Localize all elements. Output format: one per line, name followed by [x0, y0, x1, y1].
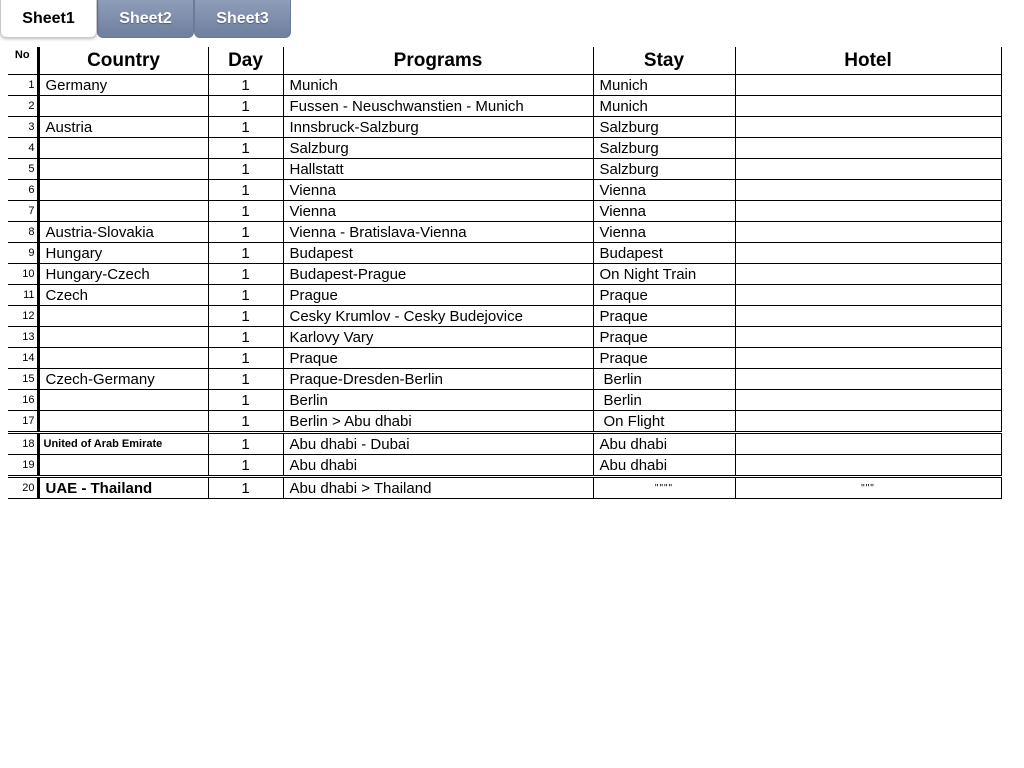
table-row [8, 264, 1001, 285]
table-row [8, 390, 1001, 411]
hotel-cell[interactable] [735, 117, 1001, 138]
hotel-cell[interactable] [735, 159, 1001, 180]
country-cell[interactable]: Czech [38, 285, 208, 306]
stay-cell[interactable]: Abu dhabi [593, 433, 735, 455]
country-cell[interactable] [38, 348, 208, 369]
day-cell[interactable]: 1 [208, 433, 283, 455]
day-cell[interactable]: 1 [208, 96, 283, 117]
day-cell[interactable]: 1 [208, 327, 283, 348]
country-cell[interactable] [38, 159, 208, 180]
row-number-cell[interactable]: 16 [8, 390, 38, 411]
hotel-cell[interactable] [735, 96, 1001, 117]
row-number-cell[interactable]: 20 [8, 477, 38, 499]
column-header-hotel[interactable]: Hotel [735, 47, 1001, 75]
row-number-cell[interactable]: 15 [8, 369, 38, 390]
hotel-cell[interactable] [735, 411, 1001, 433]
table-header-row [8, 47, 1001, 75]
table-row [8, 222, 1001, 243]
table-row [8, 96, 1001, 117]
stay-cell[interactable]: Munich [593, 96, 735, 117]
program-cell[interactable]: Hallstatt [283, 159, 593, 180]
country-cell[interactable] [38, 138, 208, 159]
program-cell[interactable]: Vienna - Bratislava-Vienna [283, 222, 593, 243]
hotel-cell[interactable] [735, 455, 1001, 477]
row-number-cell[interactable]: 3 [8, 117, 38, 138]
hotel-cell[interactable] [735, 243, 1001, 264]
country-cell[interactable] [38, 96, 208, 117]
program-cell[interactable]: Abu dhabi - Dubai [283, 433, 593, 455]
column-header-stay[interactable]: Stay [593, 47, 735, 75]
stay-cell[interactable]: Praque [593, 348, 735, 369]
program-cell[interactable]: Abu dhabi [283, 455, 593, 477]
hotel-cell[interactable] [735, 180, 1001, 201]
program-cell[interactable]: Praque-Dresden-Berlin [283, 369, 593, 390]
column-header-programs[interactable]: Programs [283, 47, 593, 75]
stay-cell[interactable]: Praque [593, 285, 735, 306]
day-cell[interactable]: 1 [208, 138, 283, 159]
stay-cell[interactable]: Berlin [593, 390, 735, 411]
row-number-cell[interactable]: 14 [8, 348, 38, 369]
column-header-day[interactable]: Day [208, 47, 283, 75]
day-cell[interactable]: 1 [208, 348, 283, 369]
stay-cell[interactable]: """" [593, 477, 735, 499]
program-cell[interactable]: Berlin [283, 390, 593, 411]
itinerary-table [8, 47, 1002, 499]
stay-cell[interactable]: Praque [593, 306, 735, 327]
day-cell[interactable]: 1 [208, 201, 283, 222]
day-cell[interactable]: 1 [208, 180, 283, 201]
program-cell[interactable]: Innsbruck-Salzburg [283, 117, 593, 138]
row-number-cell[interactable]: 11 [8, 285, 38, 306]
row-number-cell[interactable]: 5 [8, 159, 38, 180]
program-cell[interactable]: Budapest [283, 243, 593, 264]
country-cell[interactable] [38, 201, 208, 222]
stay-cell[interactable]: Vienna [593, 201, 735, 222]
country-cell[interactable]: Czech-Germany [38, 369, 208, 390]
row-number-cell[interactable]: 12 [8, 306, 38, 327]
column-header-country[interactable]: Country [38, 47, 208, 75]
hotel-cell[interactable] [735, 138, 1001, 159]
table-row [8, 411, 1001, 433]
day-cell[interactable]: 1 [208, 243, 283, 264]
day-cell[interactable]: 1 [208, 264, 283, 285]
table-row [8, 455, 1001, 477]
stay-cell[interactable]: On Night Train [593, 264, 735, 285]
hotel-cell[interactable] [735, 222, 1001, 243]
tab-sheet3[interactable]: Sheet3 [194, 0, 291, 38]
stay-cell[interactable]: Budapest [593, 243, 735, 264]
table-row [8, 477, 1001, 499]
country-cell[interactable] [38, 180, 208, 201]
country-cell[interactable]: Germany [38, 75, 208, 96]
table-row [8, 348, 1001, 369]
program-cell[interactable]: Salzburg [283, 138, 593, 159]
country-cell[interactable] [38, 327, 208, 348]
hotel-cell[interactable] [735, 306, 1001, 327]
table-row [8, 369, 1001, 390]
row-number-cell[interactable]: 1 [8, 75, 38, 96]
table-row [8, 117, 1001, 138]
row-number-cell[interactable]: 10 [8, 264, 38, 285]
country-cell[interactable]: Hungary [38, 243, 208, 264]
table-row [8, 327, 1001, 348]
tab-sheet2[interactable]: Sheet2 [97, 0, 194, 38]
program-cell[interactable]: Berlin > Abu dhabi [283, 411, 593, 433]
hotel-cell[interactable] [735, 369, 1001, 390]
table-row [8, 75, 1001, 96]
stay-cell[interactable]: On Flight [593, 411, 735, 433]
day-cell[interactable]: 1 [208, 390, 283, 411]
stay-cell[interactable]: Munich [593, 75, 735, 96]
country-cell[interactable]: United of Arab Emirate [38, 433, 208, 455]
table-row [8, 180, 1001, 201]
program-cell[interactable]: Fussen - Neuschwanstien - Munich [283, 96, 593, 117]
hotel-cell[interactable] [735, 327, 1001, 348]
row-number-cell[interactable]: 2 [8, 96, 38, 117]
day-cell[interactable]: 1 [208, 159, 283, 180]
table-row [8, 159, 1001, 180]
country-cell[interactable] [38, 306, 208, 327]
table-row [8, 433, 1001, 455]
country-cell[interactable]: Hungary-Czech [38, 264, 208, 285]
hotel-cell[interactable] [735, 348, 1001, 369]
day-cell[interactable]: 1 [208, 455, 283, 477]
row-number-cell[interactable]: 8 [8, 222, 38, 243]
row-number-cell[interactable]: 19 [8, 455, 38, 477]
program-cell[interactable]: Abu dhabi > Thailand [283, 477, 593, 499]
table-row [8, 201, 1001, 222]
table-row [8, 138, 1001, 159]
row-number-cell[interactable]: 17 [8, 411, 38, 433]
row-number-cell[interactable]: 4 [8, 138, 38, 159]
row-number-cell[interactable]: 13 [8, 327, 38, 348]
program-cell[interactable]: Vienna [283, 201, 593, 222]
tab-sheet1[interactable]: Sheet1 [0, 0, 97, 38]
table-row [8, 243, 1001, 264]
stay-cell[interactable]: Salzburg [593, 159, 735, 180]
table-row [8, 285, 1001, 306]
stay-cell[interactable]: Abu dhabi [593, 455, 735, 477]
table-row [8, 306, 1001, 327]
hotel-cell[interactable] [735, 285, 1001, 306]
day-cell[interactable]: 1 [208, 411, 283, 433]
stay-cell[interactable]: Praque [593, 327, 735, 348]
day-cell[interactable]: 1 [208, 369, 283, 390]
hotel-cell[interactable] [735, 390, 1001, 411]
stay-cell[interactable]: Berlin [593, 369, 735, 390]
row-number-cell[interactable]: 7 [8, 201, 38, 222]
stay-cell[interactable]: Vienna [593, 180, 735, 201]
day-cell[interactable]: 1 [208, 222, 283, 243]
stay-cell[interactable]: Salzburg [593, 117, 735, 138]
column-header-no[interactable]: No [8, 47, 38, 75]
country-cell[interactable]: UAE - Thailand [38, 477, 208, 499]
day-cell[interactable]: 1 [208, 477, 283, 499]
row-number-cell[interactable]: 6 [8, 180, 38, 201]
program-cell[interactable]: Cesky Krumlov - Cesky Budejovice [283, 306, 593, 327]
program-cell[interactable]: Prague [283, 285, 593, 306]
hotel-cell[interactable] [735, 75, 1001, 96]
hotel-cell[interactable]: """ [735, 477, 1001, 499]
program-cell[interactable]: Karlovy Vary [283, 327, 593, 348]
hotel-cell[interactable] [735, 264, 1001, 285]
hotel-cell[interactable] [735, 433, 1001, 455]
program-cell[interactable]: Vienna [283, 180, 593, 201]
program-cell[interactable]: Praque [283, 348, 593, 369]
hotel-cell[interactable] [735, 201, 1001, 222]
program-cell[interactable]: Munich [283, 75, 593, 96]
stay-cell[interactable]: Salzburg [593, 138, 735, 159]
country-cell[interactable]: Austria [38, 117, 208, 138]
program-cell[interactable]: Budapest-Prague [283, 264, 593, 285]
day-cell[interactable]: 1 [208, 75, 283, 96]
country-cell[interactable] [38, 455, 208, 477]
country-cell[interactable] [38, 411, 208, 433]
country-cell[interactable]: Austria-Slovakia [38, 222, 208, 243]
stay-cell[interactable]: Vienna [593, 222, 735, 243]
country-cell[interactable] [38, 390, 208, 411]
row-number-cell[interactable]: 9 [8, 243, 38, 264]
day-cell[interactable]: 1 [208, 117, 283, 138]
day-cell[interactable]: 1 [208, 285, 283, 306]
day-cell[interactable]: 1 [208, 306, 283, 327]
row-number-cell[interactable]: 18 [8, 433, 38, 455]
